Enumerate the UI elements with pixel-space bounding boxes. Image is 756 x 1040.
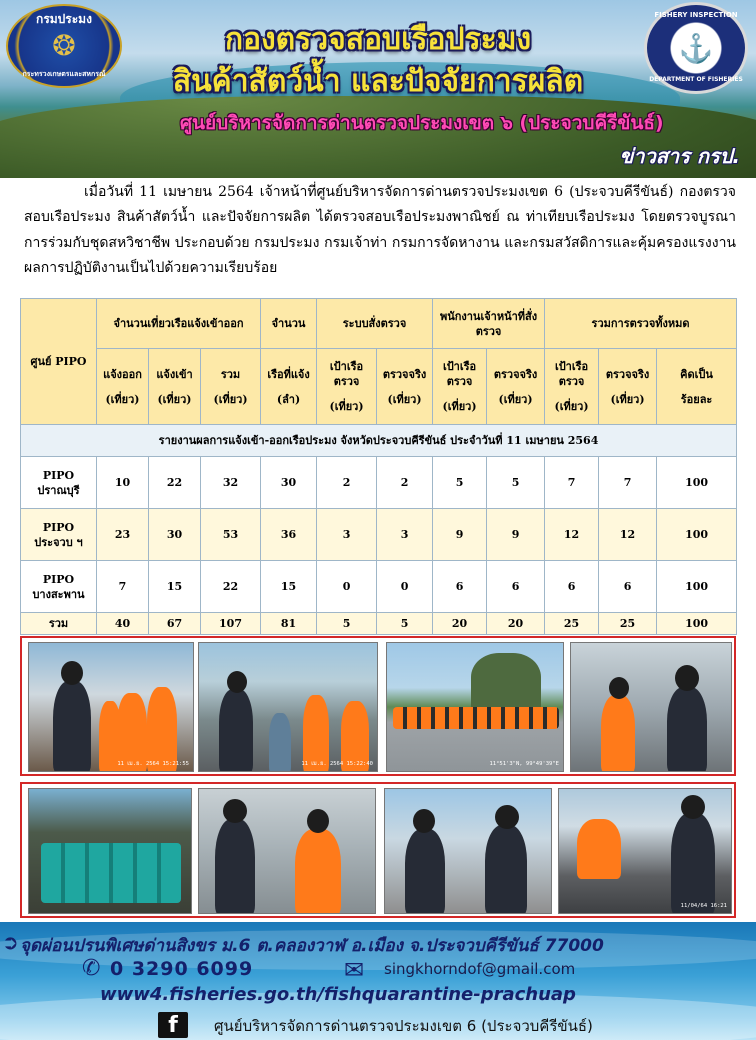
- cell-in: 22: [149, 457, 201, 509]
- cell-tot-target: 7: [545, 457, 599, 509]
- row-name: PIPO ปราณบุรี: [21, 457, 97, 509]
- photo-vessel-officer: [570, 642, 732, 772]
- photo-deck-inspection: [558, 788, 732, 914]
- cell-tot-target: 12: [545, 509, 599, 561]
- col-tot-target: เป้าเรือตรวจ (เที่ยว): [545, 349, 599, 425]
- cell-out: 7: [97, 561, 149, 613]
- total-tot-target: 25: [545, 613, 599, 635]
- col-sum: รวม (เที่ยว): [201, 349, 261, 425]
- total-off-target: 20: [433, 613, 487, 635]
- cell-sys-actual: 3: [377, 509, 433, 561]
- cell-boats: 30: [261, 457, 317, 509]
- photo-stamp: 11 เม.ย. 2564 15:21:55: [117, 761, 189, 767]
- seal-emblem-icon: ❂: [52, 29, 76, 62]
- photo-stamp: 11°51'3"N, 99°49'39"E: [489, 761, 559, 767]
- footer-website[interactable]: www4.fisheries.go.th/fishquarantine-prachuap: [100, 984, 576, 1005]
- footer-facebook-page[interactable]: ศูนย์บริหารจัดการด่านตรวจประมงเขต 6 (ประจวบคีรีขันธ์): [214, 1017, 593, 1035]
- cell-percent: 100: [657, 561, 737, 613]
- cell-sys-target: 3: [317, 509, 377, 561]
- logo-right-bottom-text: DEPARTMENT OF FISHERIES: [649, 76, 743, 83]
- cell-off-actual: 6: [487, 561, 545, 613]
- title-line-1: กองตรวจสอบเรือประมง: [224, 22, 532, 57]
- photo-pier-officers: [198, 642, 378, 772]
- col-tot-actual: ตรวจจริง (เที่ยว): [599, 349, 657, 425]
- cell-tot-actual: 7: [599, 457, 657, 509]
- col-boats: เรือที่แจ้ง (ลำ): [261, 349, 317, 425]
- cell-sys-actual: 2: [377, 457, 433, 509]
- col-in: แจ้งเข้า (เที่ยว): [149, 349, 201, 425]
- col-group-total: รวมการตรวจทั้งหมด: [545, 299, 737, 349]
- facebook-icon[interactable]: f: [158, 1012, 188, 1038]
- table-row: [21, 457, 737, 509]
- total-sum: 107: [201, 613, 261, 635]
- cell-in: 15: [149, 561, 201, 613]
- footer-address: จุดผ่อนปรนพิเศษด่านสิงขร ม.6 ต.คลองวาฬ อ.เมือง จ.ประจวบคีรีขันธ์ 77000: [20, 936, 604, 956]
- col-sys-target: เป้าเรือตรวจ (เที่ยว): [317, 349, 377, 425]
- logo-right-top-text: FISHERY INSPECTION: [654, 11, 738, 19]
- cell-sys-target: 0: [317, 561, 377, 613]
- cell-in: 30: [149, 509, 201, 561]
- location-icon: ➲: [2, 930, 19, 954]
- logo-left-top-text: กรมประมง: [36, 12, 92, 26]
- col-group-trips: จำนวนเที่ยวเรือแจ้งเข้าออก: [97, 299, 261, 349]
- cell-boats: 15: [261, 561, 317, 613]
- col-group-boats: จำนวน: [261, 299, 317, 349]
- photo-strip-1: [20, 636, 736, 776]
- cell-off-target: 9: [433, 509, 487, 561]
- col-group-officer: พนักงานเจ้าหน้าที่สั่งตรวจ: [433, 299, 545, 349]
- col-off-actual: ตรวจจริง (เที่ยว): [487, 349, 545, 425]
- cell-out: 23: [97, 509, 149, 561]
- cell-tot-actual: 12: [599, 509, 657, 561]
- row-name: PIPO บางสะพาน: [21, 561, 97, 613]
- total-tot-actual: 25: [599, 613, 657, 635]
- footer: [0, 922, 756, 1040]
- col-sys-actual: ตรวจจริง (เที่ยว): [377, 349, 433, 425]
- col-off-target: เป้าเรือตรวจ (เที่ยว): [433, 349, 487, 425]
- cell-sum: 53: [201, 509, 261, 561]
- table-row: [21, 509, 737, 561]
- photo-document-check: [198, 788, 376, 914]
- header-banner: [0, 0, 756, 178]
- footer-phone[interactable]: 0 3290 6099: [110, 958, 254, 980]
- footer-email[interactable]: singkhorndof@gmail.com: [384, 960, 576, 978]
- photo-fish-baskets: [28, 788, 192, 914]
- row-name: PIPO ประจวบ ฯ: [21, 509, 97, 561]
- cell-out: 10: [97, 457, 149, 509]
- cell-sum: 32: [201, 457, 261, 509]
- title-line-2: สินค้าสัตว์น้ำ และปัจจัยการผลิต: [172, 64, 584, 99]
- total-boats: 81: [261, 613, 317, 635]
- col-out: แจ้งออก (เที่ยว): [97, 349, 149, 425]
- total-out: 40: [97, 613, 149, 635]
- center-name: ศูนย์บริหารจัดการด่านตรวจประมงเขต ๖ (ประจวบคีรีขันธ์): [180, 112, 664, 134]
- cell-percent: 100: [657, 509, 737, 561]
- phone-icon: ✆: [82, 956, 101, 981]
- photo-stamp: 11/04/64 16:21: [680, 903, 727, 909]
- total-sys-actual: 5: [377, 613, 433, 635]
- cell-sys-actual: 0: [377, 561, 433, 613]
- cell-boats: 36: [261, 509, 317, 561]
- cell-tot-target: 6: [545, 561, 599, 613]
- col-group-system: ระบบสั่งตรวจ: [317, 299, 433, 349]
- photo-officers-boat: [384, 788, 552, 914]
- email-icon: ✉: [344, 956, 365, 984]
- cell-off-target: 5: [433, 457, 487, 509]
- cell-off-actual: 5: [487, 457, 545, 509]
- cell-percent: 100: [657, 457, 737, 509]
- total-name: รวม: [21, 613, 97, 635]
- photo-stamp: 11 เม.ย. 2564 15:22:40: [301, 761, 373, 767]
- cell-tot-actual: 6: [599, 561, 657, 613]
- report-caption: รายงานผลการแจ้งเข้า-ออกเรือประมง จังหวัดประจวบคีรีขันธ์ ประจำวันที่ 11 เมษายน 2564: [21, 425, 737, 457]
- total-sys-target: 5: [317, 613, 377, 635]
- total-row: [21, 613, 737, 635]
- photo-crew-check: [28, 642, 194, 772]
- report-table: [20, 298, 737, 635]
- cell-off-actual: 9: [487, 509, 545, 561]
- total-in: 67: [149, 613, 201, 635]
- total-percent: 100: [657, 613, 737, 635]
- col-center: ศูนย์ PIPO: [21, 299, 97, 425]
- table-row: [21, 561, 737, 613]
- intro-paragraph: เมื่อวันที่ 11 เมษายน 2564 เจ้าหน้าที่ศูนย์บริหารจัดการด่านตรวจประมงเขต 6 (ประจวบคีรีขันธ์) กองตรวจสอบเรือประมง สินค้าสัตว์น้ำ และปัจจัยการผลิต ได้ตรวจสอบเรือประมงพาณิชย์ ณ ท่าเทียบเรือประมง โดยตรวจบูรณาการร่วมกับชุดสหวิชาชีพ ประกอบด้วย กรมประมง กรมเจ้าท่า กรมการจัดหางาน และกรมสวัสดิการและคุ้มครองแรงงาน ผลการปฏิบัติงานเป็นไปด้วยความเรียบร้อย: [24, 184, 736, 277]
- news-label: ข่าวสาร กรป.: [619, 144, 740, 168]
- photo-strip-2: [20, 782, 736, 918]
- inspection-emblem-icon: ⚓: [678, 31, 714, 65]
- cell-off-target: 6: [433, 561, 487, 613]
- logo-left-bottom-text: กระทรวงเกษตรและสหกรณ์: [22, 70, 106, 78]
- cell-sum: 22: [201, 561, 261, 613]
- photo-crew-lineup: [386, 642, 564, 772]
- total-off-actual: 20: [487, 613, 545, 635]
- cell-sys-target: 2: [317, 457, 377, 509]
- col-percent: คิดเป็น ร้อยละ: [657, 349, 737, 425]
